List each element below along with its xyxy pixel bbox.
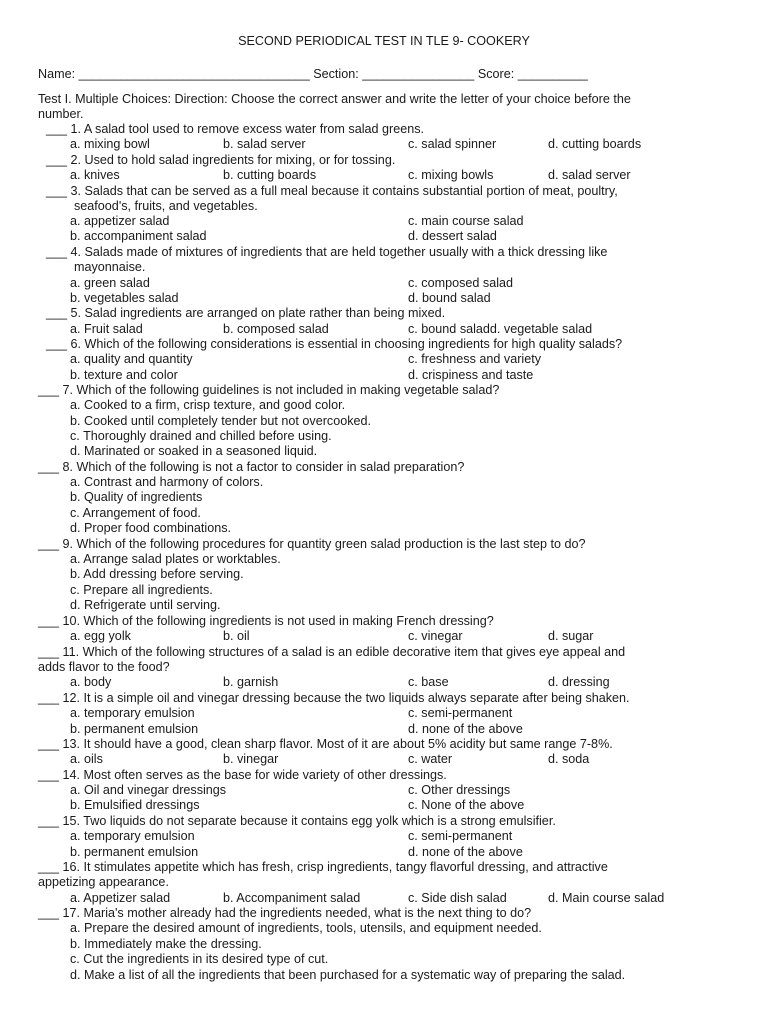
question-stem: ___ 4. Salads made of mixtures of ingredients that are held together usually with a thick dressing like	[46, 245, 608, 259]
answer-option: a. green salad	[70, 276, 150, 290]
section-label: Section:	[313, 67, 359, 81]
answer-option: b. Add dressing before serving.	[70, 567, 244, 581]
answer-option: b. oil	[223, 629, 250, 643]
question-stem: seafood's, fruits, and vegetables.	[74, 199, 258, 213]
name-label: Name:	[38, 67, 76, 81]
direction-line: number.	[38, 107, 84, 121]
answer-option: c. Cut the ingredients in its desired type of cut.	[70, 952, 329, 966]
question-stem: ___ 1. A salad tool used to remove excess water from salad greens.	[46, 122, 425, 136]
test-title: SECOND PERIODICAL TEST IN TLE 9- COOKERY	[238, 34, 530, 48]
answer-option: b. composed salad	[223, 322, 329, 336]
question-stem: ___ 12. It is a simple oil and vinegar dressing because the two liquids always separate after being shaken.	[38, 691, 630, 705]
question-stem: ___ 15. Two liquids do not separate because it contains egg yolk which is a strong emulsifier.	[38, 814, 556, 828]
answer-option: a. body	[70, 675, 112, 689]
answer-option: d. dressing	[548, 675, 610, 689]
direction-line: Test I. Multiple Choices: Direction: Choose the correct answer and write the letter of your choice before the	[38, 92, 631, 106]
answer-option: d. cutting boards	[548, 137, 642, 151]
answer-option: a. Arrange salad plates or worktables.	[70, 552, 281, 566]
answer-option: b. permanent emulsion	[70, 722, 199, 736]
answer-option: c. salad spinner	[408, 137, 497, 151]
answer-option: d. Proper food combinations.	[70, 521, 232, 535]
answer-option: d. Make a list of all the ingredients that been purchased for a systematic way of preparing the salad.	[70, 968, 626, 982]
answer-option: d. bound salad	[408, 291, 491, 305]
answer-option: a. temporary emulsion	[70, 829, 195, 843]
question-stem: ___ 5. Salad ingredients are arranged on plate rather than being mixed.	[46, 306, 446, 320]
answer-option: a. Oil and vinegar dressings	[70, 783, 227, 797]
answer-option: d. Refrigerate until serving.	[70, 598, 221, 612]
question-stem: ___ 6. Which of the following considerations is essential in choosing ingredients for high quality salads?	[46, 337, 623, 351]
section-blank[interactable]: ________________	[362, 67, 475, 81]
question-stem: ___ 2. Used to hold salad ingredients for mixing, or for tossing.	[46, 153, 396, 167]
question-stem: ___ 7. Which of the following guidelines is not included in making vegetable salad?	[38, 383, 500, 397]
answer-option: a. knives	[70, 168, 120, 182]
answer-option: a. Appetizer salad	[70, 891, 171, 905]
answer-option: c. main course salad	[408, 214, 524, 228]
answer-option: d. none of the above	[408, 722, 523, 736]
question-stem: ___ 10. Which of the following ingredients is not used in making French dressing?	[38, 614, 494, 628]
answer-option: c. Prepare all ingredients.	[70, 583, 213, 597]
question-stem: ___ 8. Which of the following is not a factor to consider in salad preparation?	[38, 460, 465, 474]
answer-option: d. salad server	[548, 168, 631, 182]
question-stem: ___ 11. Which of the following structures of a salad is an edible decorative item that gives eye appeal and	[38, 645, 626, 659]
question-stem: ___ 14. Most often serves as the base for wide variety of other dressings.	[38, 768, 447, 782]
answer-option: a. oils	[70, 752, 103, 766]
answer-option: b. texture and color	[70, 368, 178, 382]
answer-option: b. Accompaniment salad	[223, 891, 361, 905]
question-stem: mayonnaise.	[74, 260, 146, 274]
answer-option: a. egg yolk	[70, 629, 131, 643]
answer-option: c. semi-permanent	[408, 829, 513, 843]
answer-option: b. Emulsified dressings	[70, 798, 200, 812]
answer-option: d. Marinated or soaked in a seasoned liquid.	[70, 444, 318, 458]
answer-option: d. dessert salad	[408, 229, 497, 243]
answer-option: b. vegetables salad	[70, 291, 179, 305]
answer-option: c. semi-permanent	[408, 706, 513, 720]
question-stem: ___ 9. Which of the following procedures for quantity green salad production is the last step to do?	[38, 537, 586, 551]
answer-option: b. Immediately make the dressing.	[70, 937, 262, 951]
name-blank[interactable]: _________________________________	[78, 67, 310, 81]
answer-option: c. vinegar	[408, 629, 463, 643]
answer-option: c. freshness and variety	[408, 352, 541, 366]
score-label: Score:	[477, 67, 515, 81]
answer-option: a. appetizer salad	[70, 214, 170, 228]
answer-option: d. soda	[548, 752, 590, 766]
answer-option: b. permanent emulsion	[70, 845, 199, 859]
answer-option: a. Cooked to a firm, crisp texture, and good color.	[70, 398, 346, 412]
answer-option: c. Side dish salad	[408, 891, 507, 905]
question-stem: ___ 17. Maria's mother already had the ingredients needed, what is the next thing to do?	[38, 906, 532, 920]
student-info-line	[38, 67, 588, 81]
answer-option: a. Fruit salad	[70, 322, 143, 336]
answer-option: c. Arrangement of food.	[70, 506, 201, 520]
answer-option: d. none of the above	[408, 845, 523, 859]
answer-option: b. Cooked until completely tender but not overcooked.	[70, 414, 372, 428]
question-stem: ___ 3. Salads that can be served as a full meal because it contains substantial portion of meat, poultry,	[46, 184, 618, 198]
question-stem: appetizing appearance.	[38, 875, 169, 889]
answer-option: c. base	[408, 675, 449, 689]
answer-option: a. Contrast and harmony of colors.	[70, 475, 264, 489]
answer-option: b. salad server	[223, 137, 306, 151]
answer-option: a. mixing bowl	[70, 137, 150, 151]
answer-option: c. mixing bowls	[408, 168, 494, 182]
question-stem: ___ 13. It should have a good, clean sharp flavor. Most of it are about 5% acidity but same range 7-8%.	[38, 737, 613, 751]
answer-option: d. crispiness and taste	[408, 368, 534, 382]
answer-option: c. Other dressings	[408, 783, 511, 797]
answer-option: b. vinegar	[223, 752, 279, 766]
answer-option: c. water	[408, 752, 453, 766]
question-stem: adds flavor to the food?	[38, 660, 170, 674]
answer-option: b. garnish	[223, 675, 279, 689]
answer-option: b. cutting boards	[223, 168, 317, 182]
answer-option: c. Thoroughly drained and chilled before using.	[70, 429, 332, 443]
question-stem: ___ 16. It stimulates appetite which has fresh, crisp ingredients, tangy flavorful dressing, and attractive	[38, 860, 608, 874]
answer-option: c. bound saladd. vegetable salad	[408, 322, 593, 336]
answer-option: d. Main course salad	[548, 891, 665, 905]
answer-option: c. composed salad	[408, 276, 514, 290]
score-blank[interactable]: __________	[517, 67, 588, 81]
answer-option: a. Prepare the desired amount of ingredients, tools, utensils, and equipment needed.	[70, 921, 542, 935]
answer-option: a. temporary emulsion	[70, 706, 195, 720]
answer-option: b. accompaniment salad	[70, 229, 207, 243]
answer-option: c. None of the above	[408, 798, 525, 812]
answer-option: a. quality and quantity	[70, 352, 193, 366]
answer-option: b. Quality of ingredients	[70, 490, 203, 504]
answer-option: d. sugar	[548, 629, 594, 643]
